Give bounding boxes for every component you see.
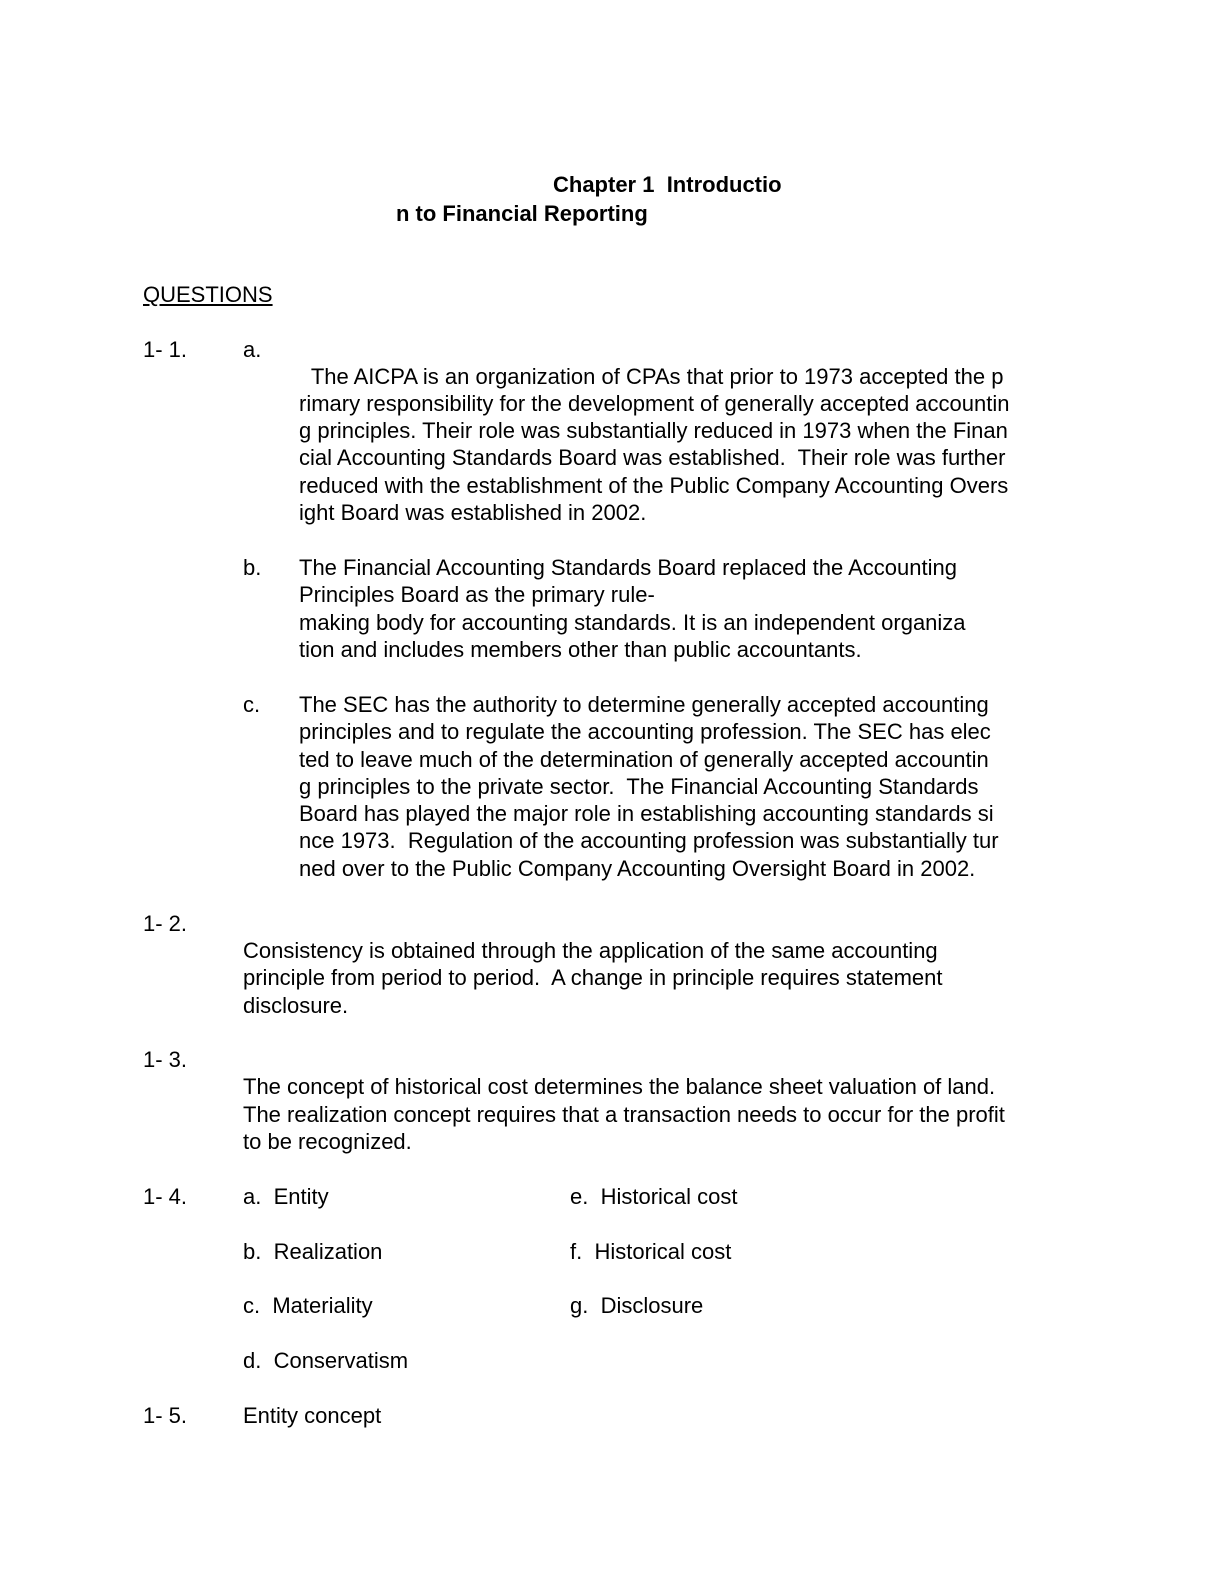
question-number: 1- 1. bbox=[143, 337, 188, 362]
answer-line: nce 1973. Regulation of the accounting profession was substantially tur bbox=[299, 828, 999, 853]
list-item: d. Conservatism bbox=[243, 1348, 409, 1373]
list-item: f. Historical cost bbox=[570, 1239, 732, 1264]
answer-line: to be recognized. bbox=[243, 1129, 412, 1154]
answer-line: tion and includes members other than public accountants. bbox=[299, 637, 862, 662]
answer-line: making body for accounting standards. It is an independent organiza bbox=[299, 610, 966, 635]
question-number: 1- 5. bbox=[143, 1403, 188, 1428]
answer-line: principle from period to period. A change in principle requires statement bbox=[243, 965, 943, 990]
title-line-2: n to Financial Reporting bbox=[396, 201, 648, 226]
answer-line: g principles to the private sector. The Financial Accounting Standards bbox=[299, 774, 979, 799]
question-number: 1- 2. bbox=[143, 911, 188, 936]
list-item: b. Realization bbox=[243, 1239, 383, 1264]
answer-line: cial Accounting Standards Board was established. Their role was further bbox=[299, 445, 1006, 470]
answer-line: The SEC has the authority to determine generally accepted accounting bbox=[299, 692, 989, 717]
answer-line: ned over to the Public Company Accounting Oversight Board in 2002. bbox=[299, 856, 976, 881]
answer-line: Entity concept bbox=[243, 1403, 382, 1428]
answer-line: rimary responsibility for the development of generally accepted accountin bbox=[299, 391, 1010, 416]
answer-line: Consistency is obtained through the application of the same accounting bbox=[243, 938, 938, 963]
question-number: 1- 4. bbox=[143, 1184, 188, 1209]
item-label: c. bbox=[243, 692, 261, 717]
answer-line: The AICPA is an organization of CPAs that prior to 1973 accepted the p bbox=[299, 364, 1004, 389]
list-item: e. Historical cost bbox=[570, 1184, 738, 1209]
answer-line: reduced with the establishment of the Public Company Accounting Overs bbox=[299, 473, 1009, 498]
list-item: g. Disclosure bbox=[570, 1293, 704, 1318]
answer-line: The realization concept requires that a transaction needs to occur for the profit bbox=[243, 1102, 1005, 1127]
answer-line: disclosure. bbox=[243, 993, 349, 1018]
answer-line: Board has played the major role in establishing accounting standards si bbox=[299, 801, 994, 826]
answer-line: ight Board was established in 2002. bbox=[299, 500, 647, 525]
list-item: a. Entity bbox=[243, 1184, 329, 1209]
title-line-1: Chapter 1 Introductio bbox=[553, 172, 782, 197]
answer-line: g principles. Their role was substantially reduced in 1973 when the Finan bbox=[299, 418, 1008, 443]
question-number: 1- 3. bbox=[143, 1047, 188, 1072]
section-heading: QUESTIONS bbox=[143, 282, 273, 307]
answer-line: Principles Board as the primary rule- bbox=[299, 582, 655, 607]
list-item: c. Materiality bbox=[243, 1293, 373, 1318]
item-label: a. bbox=[243, 337, 262, 362]
answer-line: The Financial Accounting Standards Board replaced the Accounting bbox=[299, 555, 957, 580]
answer-line: principles and to regulate the accounting profession. The SEC has elec bbox=[299, 719, 991, 744]
item-label: b. bbox=[243, 555, 262, 580]
answer-line: ted to leave much of the determination of generally accepted accountin bbox=[299, 747, 989, 772]
answer-line: The concept of historical cost determines the balance sheet valuation of land. bbox=[243, 1074, 996, 1099]
